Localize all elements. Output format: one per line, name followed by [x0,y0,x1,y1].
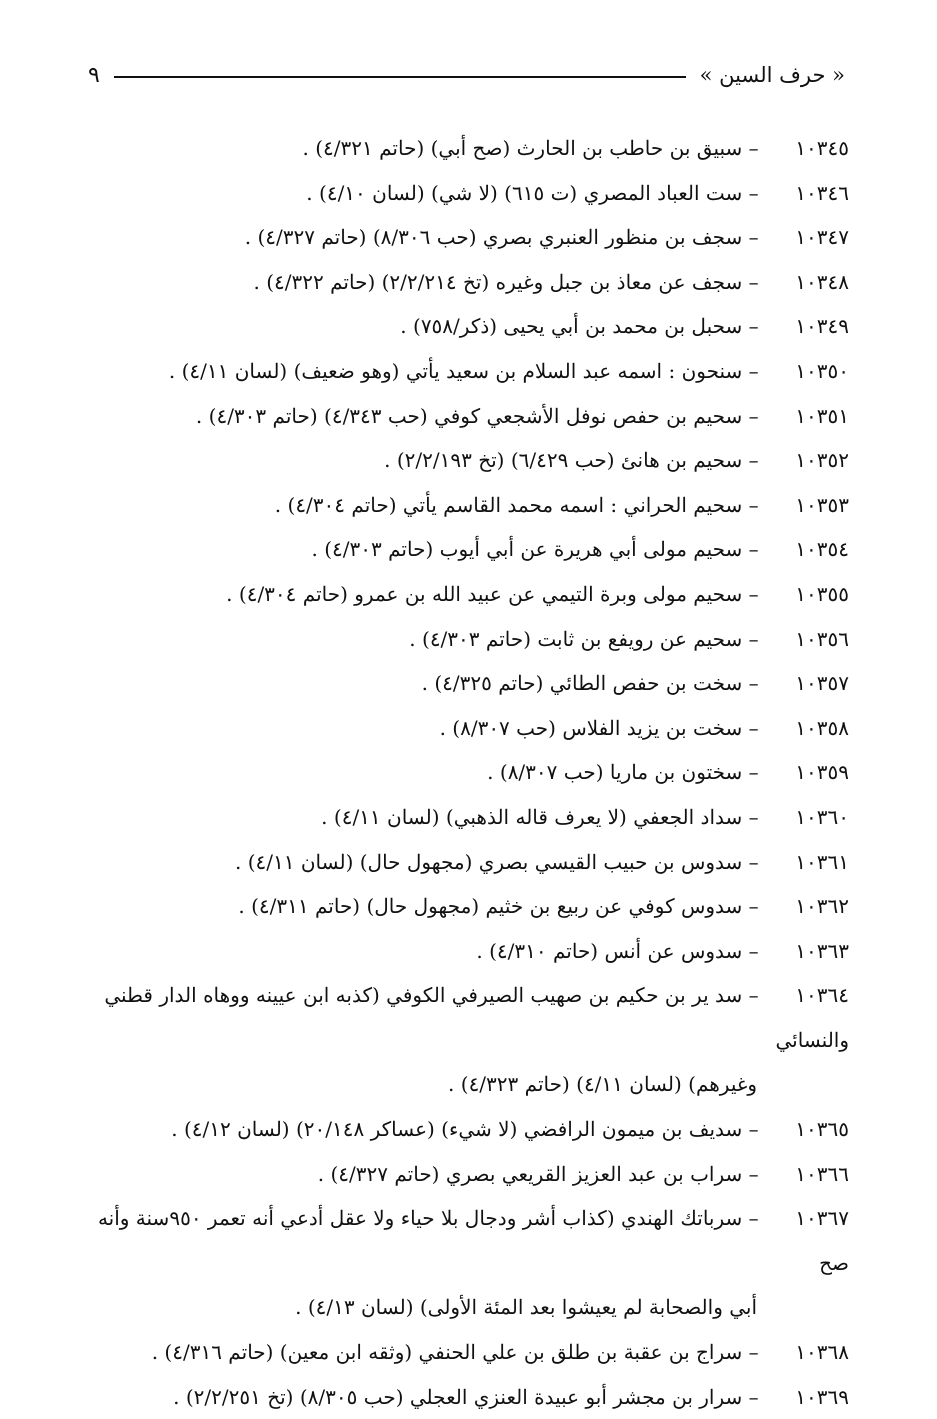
entry-text: – سبيق بن حاطب بن الحارث (صح أبي) (حاتم ٤/٣٢١) . [302,136,765,160]
entry-text: – سحيم مولى أبي هريرة عن أبي أيوب (حاتم ٤/٣٠٣) . [311,537,765,562]
entry-0 [70,126,849,171]
entry-number: ١٠٣٦٤ [795,983,849,1008]
entry-20 [70,1107,849,1152]
entry-8 [70,483,849,528]
entry-text: – ست العباد المصري (ت ٦١٥) (لا شي) (لسان ٤/١٠) . [306,180,765,205]
entry-number: ١٠٣٥٤ [795,537,849,562]
entry-number: ١٠٣٦٧ [795,1206,849,1231]
entry-9 [70,527,849,572]
entry-text: – سحيم الحراني : اسمه محمد القاسم يأتي (حاتم ٤/٣٠٤) . [274,492,765,517]
entry-1 [70,171,849,216]
entry-number: ١٠٣٥٦ [795,626,849,651]
entry-number: ١٠٣٥٠ [795,358,849,383]
entry-text: – سحيم عن رويفع بن ثابت (حاتم ٤/٣٠٣) . [409,626,765,651]
entry-number: ١٠٣٤٩ [795,314,849,339]
entry-text: – سديف بن ميمون الرافضي (لا شيء) (عساكر ٢٠/١٤٨) (لسان ٤/١٢) . [171,1117,765,1142]
entry-number: ١٠٣٥٨ [795,715,849,740]
entry-text: – سراج بن عقبة بن طلق بن علي الحنفي (وثقه ابن معين) (حاتم ٤/٣١٦) . [151,1340,765,1365]
running-title: « حرف السين » [699,63,845,87]
entry-text: – سدوس بن حبيب القيسي بصري (مجهول حال) (لسان ٤/١١) . [235,849,765,874]
entry-text: – سخت بن يزيد الفلاس (حب ٨/٣٠٧) . [439,715,765,740]
entry-text: – سدوس عن أنس (حاتم ٤/٣١٠) . [476,938,765,963]
entry-number: ١٠٣٦٥ [795,1117,849,1142]
entry-number: ١٠٣٤٦ [795,180,849,205]
entry-text: – سنحون : اسمه عبد السلام بن سعيد يأتي (وهو ضعيف) (لسان ٤/١١) . [168,358,765,383]
entry-6 [70,394,849,439]
running-head [88,58,845,92]
entry-21 [70,1152,849,1197]
entry-18 [70,929,849,974]
entry-11 [70,617,849,662]
entry-number: ١٠٣٥١ [795,403,849,428]
page-number: ٩ [88,62,100,88]
entry-continuation: أبي والصحابة لم يعيشوا بعد المئة الأولى) (لسان ٤/١٣) . [295,1295,757,1320]
entry-number: ١٠٣٥٧ [795,671,849,696]
entry-list [70,126,849,1419]
entry-text: – سحبل بن محمد بن أبي يحيى (ذكر/٧٥٨) . [400,314,765,339]
entry-number: ١٠٣٦٠ [795,804,849,829]
header-rule [114,76,686,78]
entry-number: ١٠٣٥٣ [795,492,849,517]
entry-12 [70,661,849,706]
entry-text: – سجف عن معاذ بن جبل وغيره (تخ ٢/٢/٢١٤) (حاتم ٤/٣٢٢) . [253,269,765,294]
entry-13 [70,706,849,751]
entry-text: – سختون بن ماريا (حب ٨/٣٠٧) . [487,760,765,785]
entry-text: – سدوس كوفي عن ربيع بن خثيم (مجهول حال) (حاتم ٤/٣١١) . [238,894,765,919]
entry-number: ١٠٣٤٨ [795,269,849,294]
entry-continuation: وغيرهم) (لسان ٤/١١) (حاتم ٤/٣٢٣) . [448,1072,757,1097]
entry-number: ١٠٣٤٥ [795,136,849,160]
entry-number: ١٠٣٦٩ [795,1384,849,1409]
entry-10 [70,572,849,617]
entry-22 [70,1196,849,1330]
entry-text: – سخت بن حفص الطائي (حاتم ٤/٣٢٥) . [421,671,765,696]
entry-number: ١٠٣٥٥ [795,581,849,606]
entry-number: ١٠٣٥٩ [795,760,849,785]
entry-number: ١٠٣٦٣ [795,938,849,963]
entry-text: – سحيم مولى وبرة التيمي عن عبيد الله بن عمرو (حاتم ٤/٣٠٤) . [226,581,765,606]
entry-2 [70,215,849,260]
entry-14 [70,750,849,795]
entry-7 [70,438,849,483]
entry-text: – سداد الجعفي (لا يعرف قاله الذهبي) (لسان ٤/١١) . [321,804,765,829]
entry-text: – سرباتك الهندي (كذاب أشر ودجال بلا حياء ولا عقل أدعي أنه تعمر ٩٥٠سنة وأنه صح [97,1206,849,1275]
entry-24 [70,1375,849,1419]
entry-number: ١٠٣٤٧ [795,225,849,250]
entry-15 [70,795,849,840]
entry-number: ١٠٣٦٦ [795,1161,849,1186]
entry-text: – سحيم بن هانئ (حب ٦/٤٢٩) (تخ ٢/٢/١٩٣) . [384,448,765,473]
entry-text: – سد ير بن حكيم بن صهيب الصيرفي الكوفي (كذبه ابن عيينه ووهاه الدار قطني والنسائي [104,983,849,1052]
entry-text: – سحيم بن حفص نوفل الأشجعي كوفي (حب ٤/٣٤٣) (حاتم ٤/٣٠٣) . [195,403,765,428]
entry-text: – سراب بن عبد العزيز القريعي بصري (حاتم ٤/٣٢٧) . [317,1161,765,1186]
entry-text: – سجف بن منظور العنبري بصري (حب ٨/٣٠٦) (حاتم ٤/٣٢٧) . [244,225,765,250]
entry-19 [70,973,849,1107]
entry-number: ١٠٣٥٢ [795,448,849,473]
entry-5 [70,349,849,394]
entry-23 [70,1330,849,1375]
entry-17 [70,884,849,929]
entry-3 [70,260,849,305]
entry-4 [70,304,849,349]
entry-number: ١٠٣٦٨ [795,1340,849,1365]
entry-16 [70,840,849,885]
entry-number: ١٠٣٦١ [795,849,849,874]
entry-number: ١٠٣٦٢ [795,894,849,919]
entry-text: – سرار بن مجشر أبو عبيدة العنزي العجلي (حب ٨/٣٠٥) (تخ ٢/٢/٢٥١) . [173,1384,765,1409]
